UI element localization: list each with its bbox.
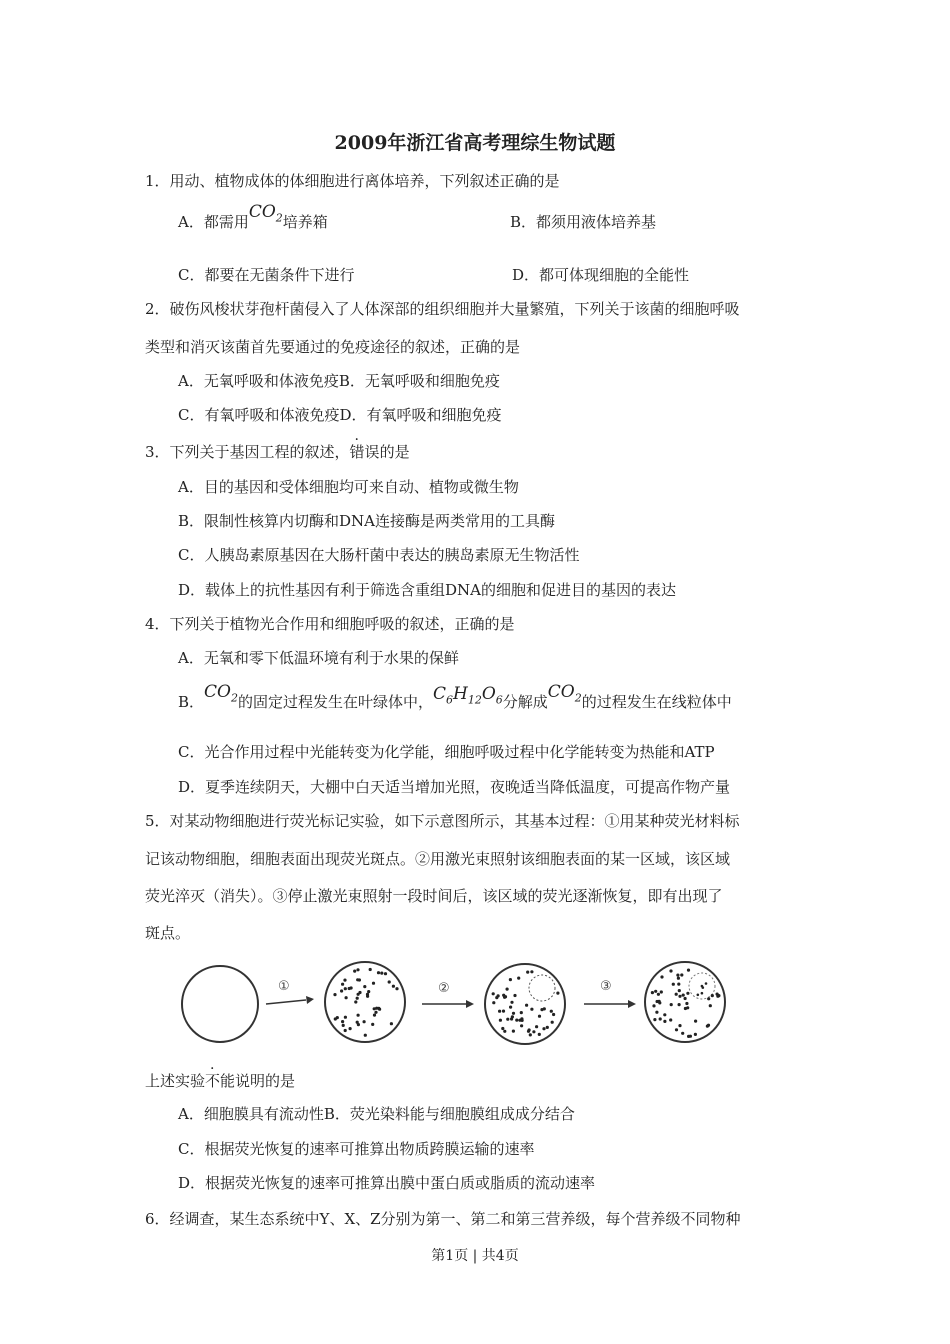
fluorescent-dot: [701, 985, 704, 988]
fluorescent-dot: [502, 1010, 505, 1013]
fluorescent-dot: [532, 1030, 535, 1033]
fluorescent-dot: [685, 1002, 688, 1005]
fluorescent-dot: [341, 1020, 344, 1023]
cell-recovered: [645, 962, 725, 1042]
q5-option-c: C．根据荧光恢复的速率可推算出物质跨膜运输的速率: [178, 1140, 535, 1158]
q1-option-b: B．都须用液体培养基: [510, 213, 657, 231]
fluorescent-dot: [652, 1004, 655, 1007]
fluorescent-dot: [538, 1033, 541, 1036]
fluorescent-dot: [358, 991, 361, 994]
fluorescent-dot: [526, 971, 529, 974]
q3-option-d: D．载体上的抗性基因有利于筛选含重组DNA的细胞和促进目的基因的表达: [178, 581, 677, 599]
q5-stem-line1: 5．对某动物细胞进行荧光标记实验，如下示意图所示，其基本过程：①用某种荧光材料标: [145, 812, 740, 830]
fluorescent-dot: [656, 1000, 659, 1003]
fluorescent-dot: [375, 1007, 378, 1010]
co2-formula: $CO_2$: [547, 682, 582, 705]
fluorescent-dot: [660, 990, 663, 993]
fluorescent-dot: [680, 973, 683, 976]
fluorescent-dot: [334, 1017, 337, 1020]
fluorescent-dot: [542, 1027, 545, 1030]
fluorescent-dot: [353, 970, 356, 973]
fluorescent-dot: [707, 997, 710, 1000]
arrow-step-3: [584, 979, 636, 1008]
fluorescent-dot: [345, 996, 348, 999]
q3-emphasis: 错误: [349, 443, 380, 461]
q5-options-ab: A．细胞膜具有流动性B．荧光染料能与细胞膜组成成分结合: [178, 1105, 575, 1123]
fluorescent-dot: [390, 1022, 393, 1025]
fluorescent-dot: [363, 1020, 366, 1023]
q2-stem-line2: 类型和消灭该菌首先要通过的免疫途径的叙述，正确的是: [145, 338, 521, 356]
fluorescent-dot: [651, 991, 654, 994]
fluorescent-dot: [356, 997, 359, 1000]
fluorescent-dot: [358, 978, 361, 981]
fluorescent-dot: [357, 1014, 360, 1017]
fluorescent-dot: [343, 979, 346, 982]
fluorescent-dot: [340, 989, 343, 992]
fluorescent-dot: [342, 1024, 345, 1027]
fluorescent-dot: [364, 1034, 367, 1037]
fluorescent-dot: [506, 988, 509, 991]
fluorescent-dot: [711, 994, 714, 997]
fluorescent-dot: [501, 1027, 504, 1030]
fluorescent-dot: [551, 1021, 554, 1024]
fluorescent-dot: [705, 982, 708, 985]
q3-option-b: B．限制性核算内切酶和DNA连接酶是两类常用的工具酶: [178, 512, 556, 530]
glucose-formula: $C_6H_{12}O_6$: [433, 684, 503, 707]
fluorescent-dot: [689, 1035, 692, 1038]
fluorescent-dot: [655, 1011, 658, 1014]
fluorescent-dot: [367, 990, 370, 993]
fluorescent-dot: [333, 993, 336, 996]
fluorescent-dot: [513, 994, 516, 997]
fluorescent-dot: [660, 975, 663, 978]
fluorescent-dot: [546, 1026, 549, 1029]
fluorescent-dot: [694, 1033, 697, 1036]
fluorescent-dot: [678, 989, 681, 992]
fluorescent-dot: [675, 1028, 678, 1031]
fluorescent-dot: [377, 971, 380, 974]
fluorescent-dot: [538, 1015, 541, 1018]
q1-option-a-post: 培养箱: [282, 213, 328, 231]
fluorescent-dot: [392, 985, 395, 988]
fluorescent-dot: [503, 1030, 506, 1033]
fluorescent-dot: [395, 987, 398, 990]
fluorescent-dot: [535, 1025, 538, 1028]
fluorescent-dot: [512, 1030, 515, 1033]
fluorescent-dot: [512, 1012, 515, 1015]
fluorescent-dot: [502, 994, 505, 997]
q5-stem-line4: 斑点。: [145, 924, 191, 942]
fluorescent-dot: [369, 968, 372, 971]
q4-option-d: D．夏季连续阴天，大棚中白天适当增加光照，夜晚适当降低温度，可提高作物产量: [178, 778, 731, 796]
q6-stem: 6．经调查，某生态系统中Y、X、Z分别为第一、第二和第三营养级，每个营养级不同物种: [145, 1210, 741, 1228]
fluorescent-dot: [509, 978, 512, 981]
fluorescent-dot: [344, 1016, 347, 1019]
fluorescent-dot: [669, 969, 672, 972]
q4-option-b: B．$CO_2$的固定过程发生在叶绿体中，$C_6H_{12}O_6$分解成$CO_2$的过程发生在线粒体中: [178, 682, 732, 711]
fluorescent-dot: [530, 1008, 533, 1011]
fluorescent-dot: [529, 1033, 532, 1036]
q2-options-cd: C．有氧呼吸和体液免疫D．有氧呼吸和细胞免疫: [178, 406, 502, 424]
q5-stem-line3: 荧光淬灭（消失）。③停止激光束照射一段时间后，该区域的荧光逐渐恢复，即有出现了: [145, 887, 723, 905]
fluorescent-dot: [492, 1001, 495, 1004]
fluorescent-dot: [663, 1020, 666, 1023]
fluorescent-dot: [492, 992, 495, 995]
q1-stem: 1．用动、植物成体的体细胞进行离体培养，下列叙述正确的是: [145, 172, 560, 190]
fluorescent-dot: [348, 987, 351, 990]
arrow-step-1: [266, 979, 314, 1004]
cell-unlabeled: [182, 966, 258, 1042]
fluorescent-dot: [556, 992, 559, 995]
fluorescent-dot: [670, 1003, 673, 1006]
q4-stem: 4．下列关于植物光合作用和细胞呼吸的叙述，正确的是: [145, 615, 515, 633]
q1-option-c: C．都要在无菌条件下进行: [178, 266, 355, 284]
q3-option-a: A．目的基因和受体细胞均可来自动、植物或微生物: [178, 478, 519, 496]
fluorescent-dot: [341, 983, 344, 986]
fluorescent-dot: [540, 1008, 543, 1011]
fluorescent-dot: [654, 990, 657, 993]
fluorescent-dot: [550, 1010, 553, 1013]
cell-bleached: [485, 964, 565, 1044]
svg-text:①: ①: [278, 979, 290, 994]
fluorescent-dot: [669, 1018, 672, 1021]
fluorescent-dot: [517, 977, 520, 980]
fluorescent-dot: [356, 968, 359, 971]
page-title: 2009年浙江省高考理综生物试题: [334, 132, 616, 154]
fluorescent-dot: [520, 1024, 523, 1027]
fluorescent-dot: [515, 1019, 518, 1022]
fluorescent-dot: [506, 1018, 509, 1021]
fluorescent-dot: [678, 1003, 681, 1006]
fluorescent-dot: [716, 993, 719, 996]
fluorescent-dot: [686, 992, 689, 995]
co2-formula: $CO_2$: [204, 682, 238, 705]
q2-stem-line1: 2．破伤风梭状芽孢杆菌侵入了人体深部的组织细胞并大量繁殖，下列关于该菌的细胞呼吸: [145, 300, 740, 318]
q5-question: 上述实验不能说明的是: [145, 1072, 296, 1090]
cell-labeled: [325, 962, 405, 1042]
fluorescent-dot: [681, 1032, 684, 1035]
fluorescent-dot: [373, 1014, 376, 1017]
fluorescent-dot: [530, 970, 533, 973]
fluorescent-dot: [657, 993, 660, 996]
fluorescent-dot: [677, 983, 680, 986]
fluorescent-dot: [366, 995, 369, 998]
fluorescent-dot: [344, 987, 347, 990]
svg-text:③: ③: [600, 979, 612, 994]
fluorescent-dot: [354, 1000, 357, 1003]
fluorescent-dot: [520, 1017, 523, 1020]
fluorescent-dot: [706, 1025, 709, 1028]
fluorescent-dot: [349, 1027, 352, 1030]
fluorescent-dot: [388, 980, 391, 983]
fluorescent-dot: [709, 1004, 712, 1007]
fluorescent-dot: [509, 1006, 512, 1009]
fluorescent-dot: [701, 992, 704, 995]
fluorescent-dot: [374, 1011, 377, 1014]
fluorescent-dot: [525, 1004, 528, 1007]
fluorescent-dot: [371, 1023, 374, 1026]
fluorescent-dot: [663, 1013, 666, 1016]
fluorescent-dot: [676, 974, 679, 977]
fluorescent-dot: [672, 983, 675, 986]
q5-option-d: D．根据荧光恢复的速率可推算出膜中蛋白质或脂质的流动速率: [178, 1174, 596, 1192]
q1-option-d: D．都可体现细胞的全能性: [512, 266, 690, 284]
fluorescent-dot: [363, 985, 366, 988]
fluorescent-dot: [694, 1020, 697, 1023]
fluorescent-dot: [677, 977, 680, 980]
fluorescent-dot: [499, 1019, 502, 1022]
q5-emphasis: 不能: [205, 1072, 236, 1090]
q2-options-ab: A．无氧呼吸和体液免疫B．无氧呼吸和细胞免疫: [178, 372, 500, 390]
fluorescent-dot: [697, 994, 700, 997]
q3-option-c: C．人胰岛素原基因在大肠杆菌中表达的胰岛素原无生物活性: [178, 546, 580, 564]
fluorescent-dot: [511, 1015, 514, 1018]
fluorescent-dot: [684, 997, 687, 1000]
svg-text:②: ②: [438, 981, 450, 996]
fluorescent-dot: [372, 982, 375, 985]
q3-stem: 3．下列关于基因工程的叙述，错误的是: [145, 443, 410, 461]
page-footer: 第1页 | 共4页: [431, 1248, 519, 1264]
fluorescent-dot: [495, 996, 498, 999]
fluorescent-dot: [380, 972, 383, 975]
fluorescent-dot: [528, 1028, 531, 1031]
fluorescent-dot: [520, 1011, 523, 1014]
fluorescent-dot: [357, 1023, 360, 1026]
fluorescent-dot: [678, 1024, 681, 1027]
q1-option-a: [178, 202, 328, 234]
arrow-step-2: [422, 981, 474, 1008]
fluorescent-dot: [498, 1010, 501, 1013]
fluorescence-diagram: [170, 952, 730, 1052]
fluorescent-dot: [684, 1007, 687, 1010]
fluorescent-dot: [659, 1017, 662, 1020]
q1-option-a-pre: A．都需用: [178, 213, 249, 231]
fluorescent-dot: [653, 1018, 656, 1021]
fluorescent-dot: [384, 972, 387, 975]
fluorescent-dot: [678, 995, 681, 998]
fluorescent-dot: [658, 1001, 661, 1004]
fluorescent-dot: [675, 993, 678, 996]
q4-option-a: A．无氧和零下低温环境有利于水果的保鲜: [178, 649, 459, 667]
q4-option-c: C．光合作用过程中光能转变为化学能，细胞呼吸过程中化学能转变为热能和ATP: [178, 743, 715, 761]
co2-formula: $CO_2$: [248, 202, 283, 225]
fluorescent-dot: [344, 1029, 347, 1032]
fluorescent-dot: [552, 1013, 555, 1016]
q5-stem-line2: 记该动物细胞，细胞表面出现荧光斑点。②用激光束照射该细胞表面的某一区域，该区域: [145, 850, 731, 868]
fluorescent-dot: [687, 969, 690, 972]
fluorescent-dot: [682, 994, 685, 997]
fluorescent-dot: [510, 1001, 513, 1004]
